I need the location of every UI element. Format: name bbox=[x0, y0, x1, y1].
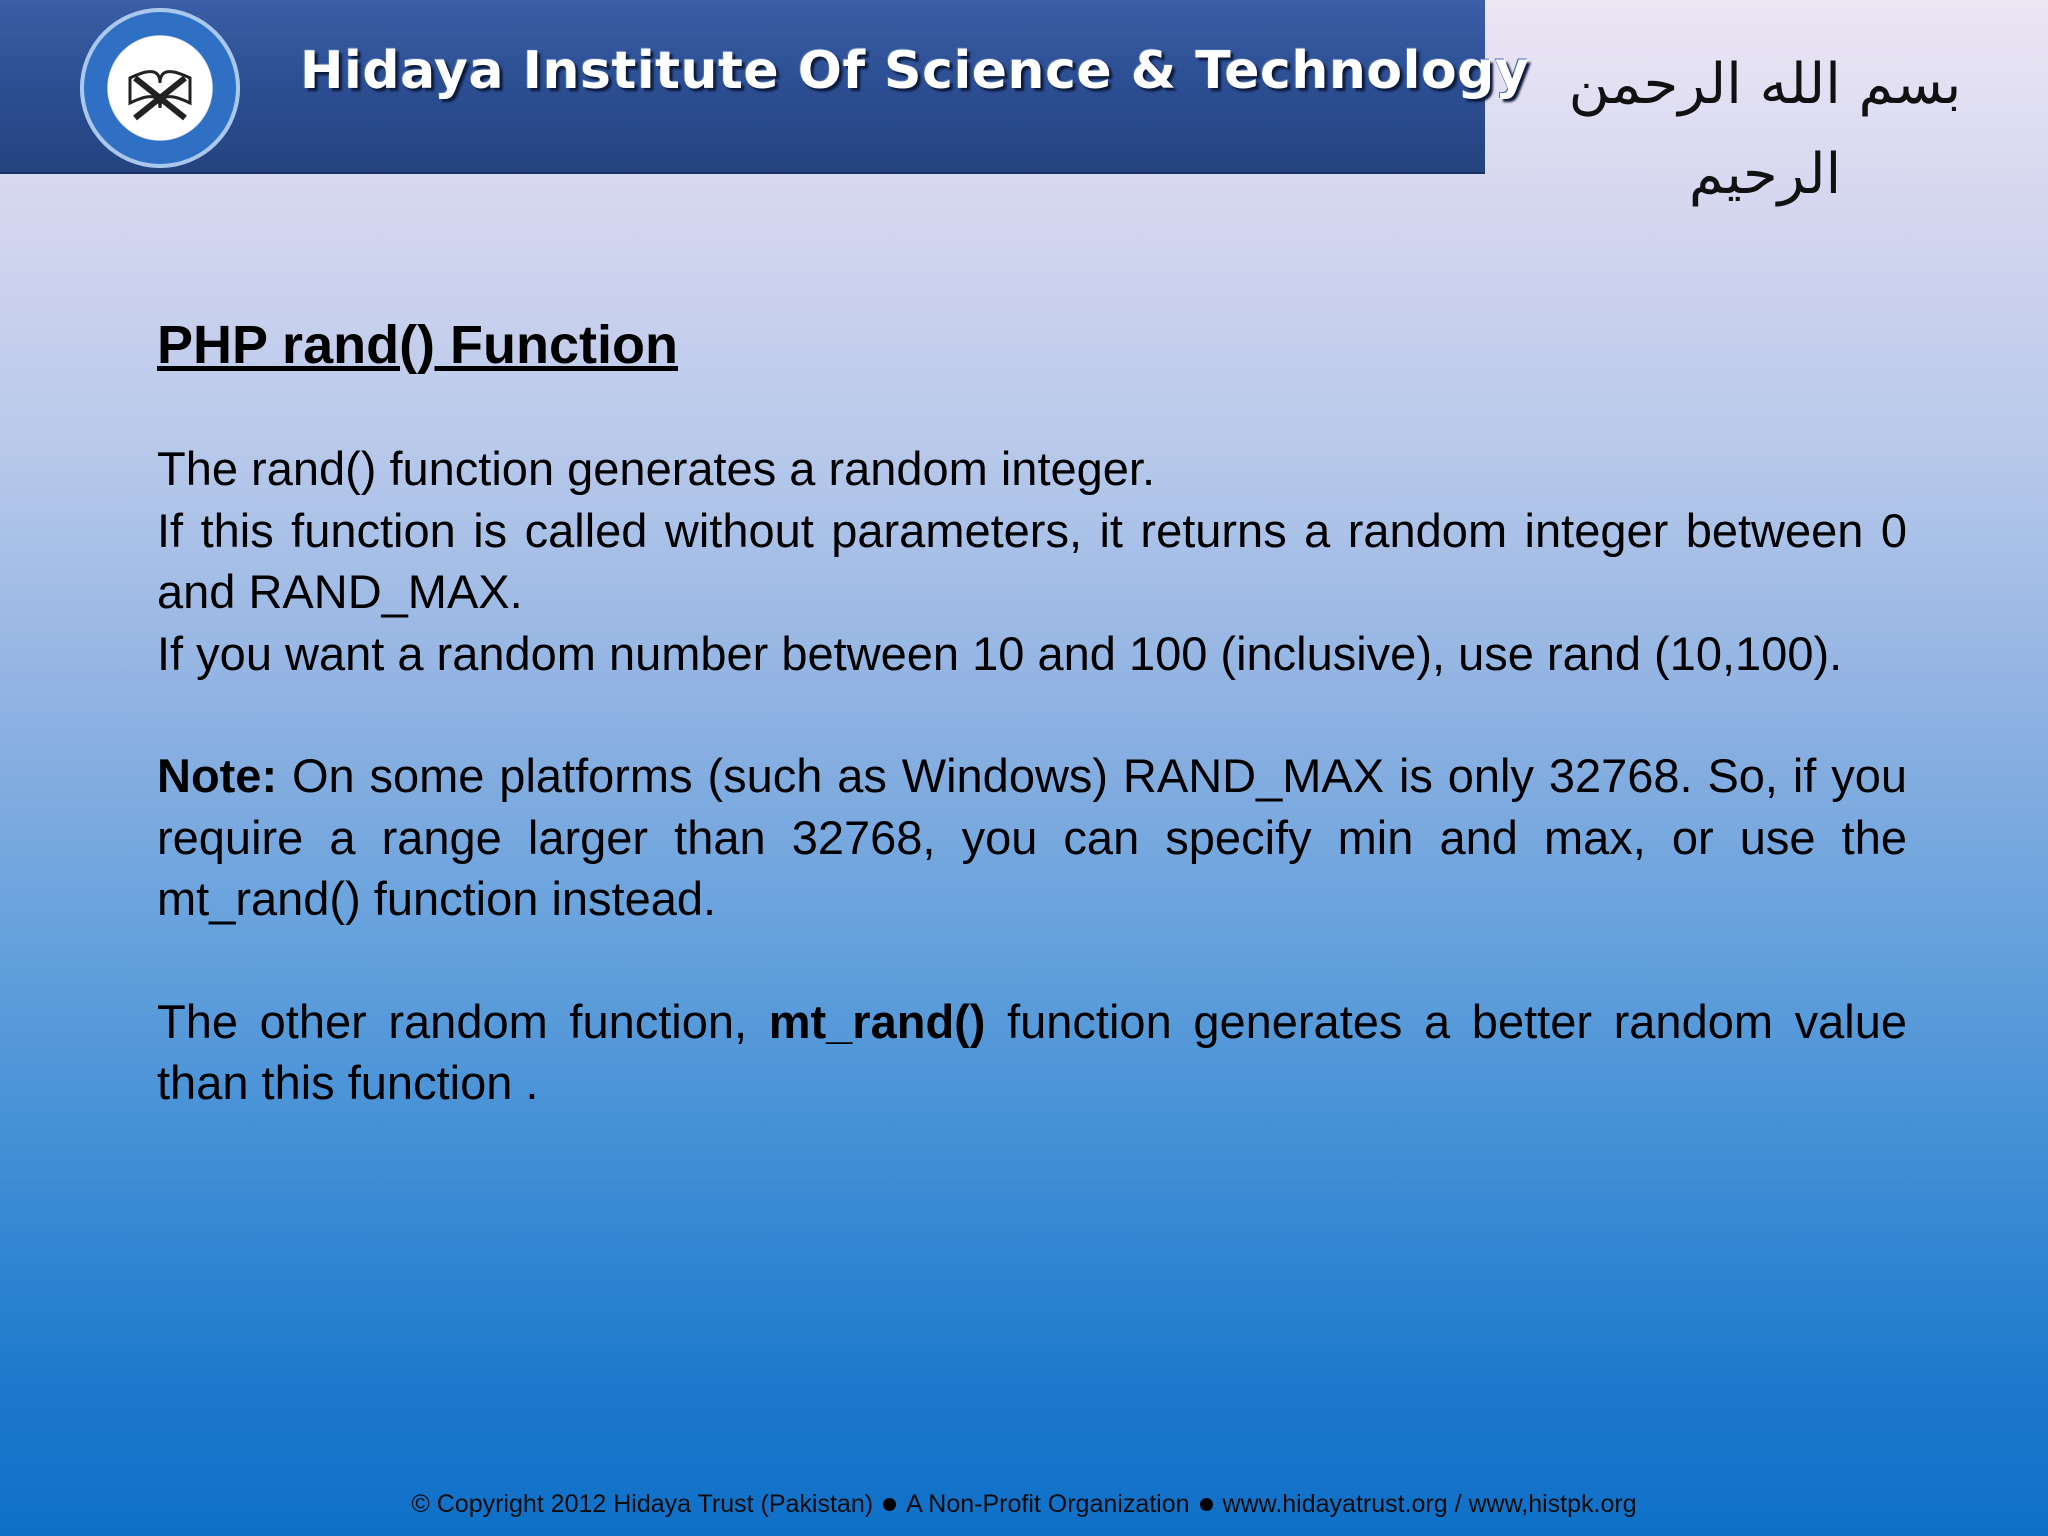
paragraph-no-parameters: If this function is called without parameters, it returns a random integer between 0 and RAND_MAX. bbox=[157, 503, 1907, 618]
institute-name: Hidaya Institute Of Science & Technology bbox=[300, 41, 1530, 101]
slide-title: PHP rand() Function bbox=[157, 315, 678, 375]
mt-rand-prefix: The other random function, bbox=[157, 994, 769, 1048]
bullet-dot-icon bbox=[1200, 1498, 1213, 1511]
bullet-dot-icon bbox=[883, 1498, 896, 1511]
note-paragraph bbox=[157, 745, 1907, 930]
institute-logo bbox=[80, 8, 240, 168]
footer-copyright: © Copyright 2012 Hidaya Trust (Pakistan) bbox=[411, 1490, 874, 1518]
note-label: Note: bbox=[157, 749, 278, 802]
footer-org: A Non-Profit Organization bbox=[906, 1490, 1190, 1518]
mt-rand-name: mt_rand() bbox=[768, 994, 986, 1048]
footer bbox=[0, 1486, 2048, 1522]
footer-urls: www.hidayatrust.org / www,histpk.org bbox=[1222, 1490, 1637, 1518]
note-text: On some platforms (such as Windows) RAND_MAX is only 32768. So, if you require a range larger than 32768, you can specify min and max, or use the mt_rand() function instead. bbox=[157, 749, 1907, 925]
mt-rand-paragraph bbox=[157, 991, 1907, 1114]
mt-rand-suffix: function generates a better random value than this function . bbox=[157, 994, 1907, 1109]
paragraph-range-example: If you want a random number between 10 and 100 (inclusive), use rand (10,100). bbox=[157, 626, 1843, 680]
header-banner bbox=[0, 0, 1530, 174]
open-book-icon bbox=[80, 8, 240, 168]
paragraph-definition: The rand() function generates a random integer. bbox=[157, 442, 1156, 495]
slide-content bbox=[157, 310, 1907, 1114]
basmala-calligraphy: بسم الله الرحمن الرحيم bbox=[1568, 52, 1962, 207]
